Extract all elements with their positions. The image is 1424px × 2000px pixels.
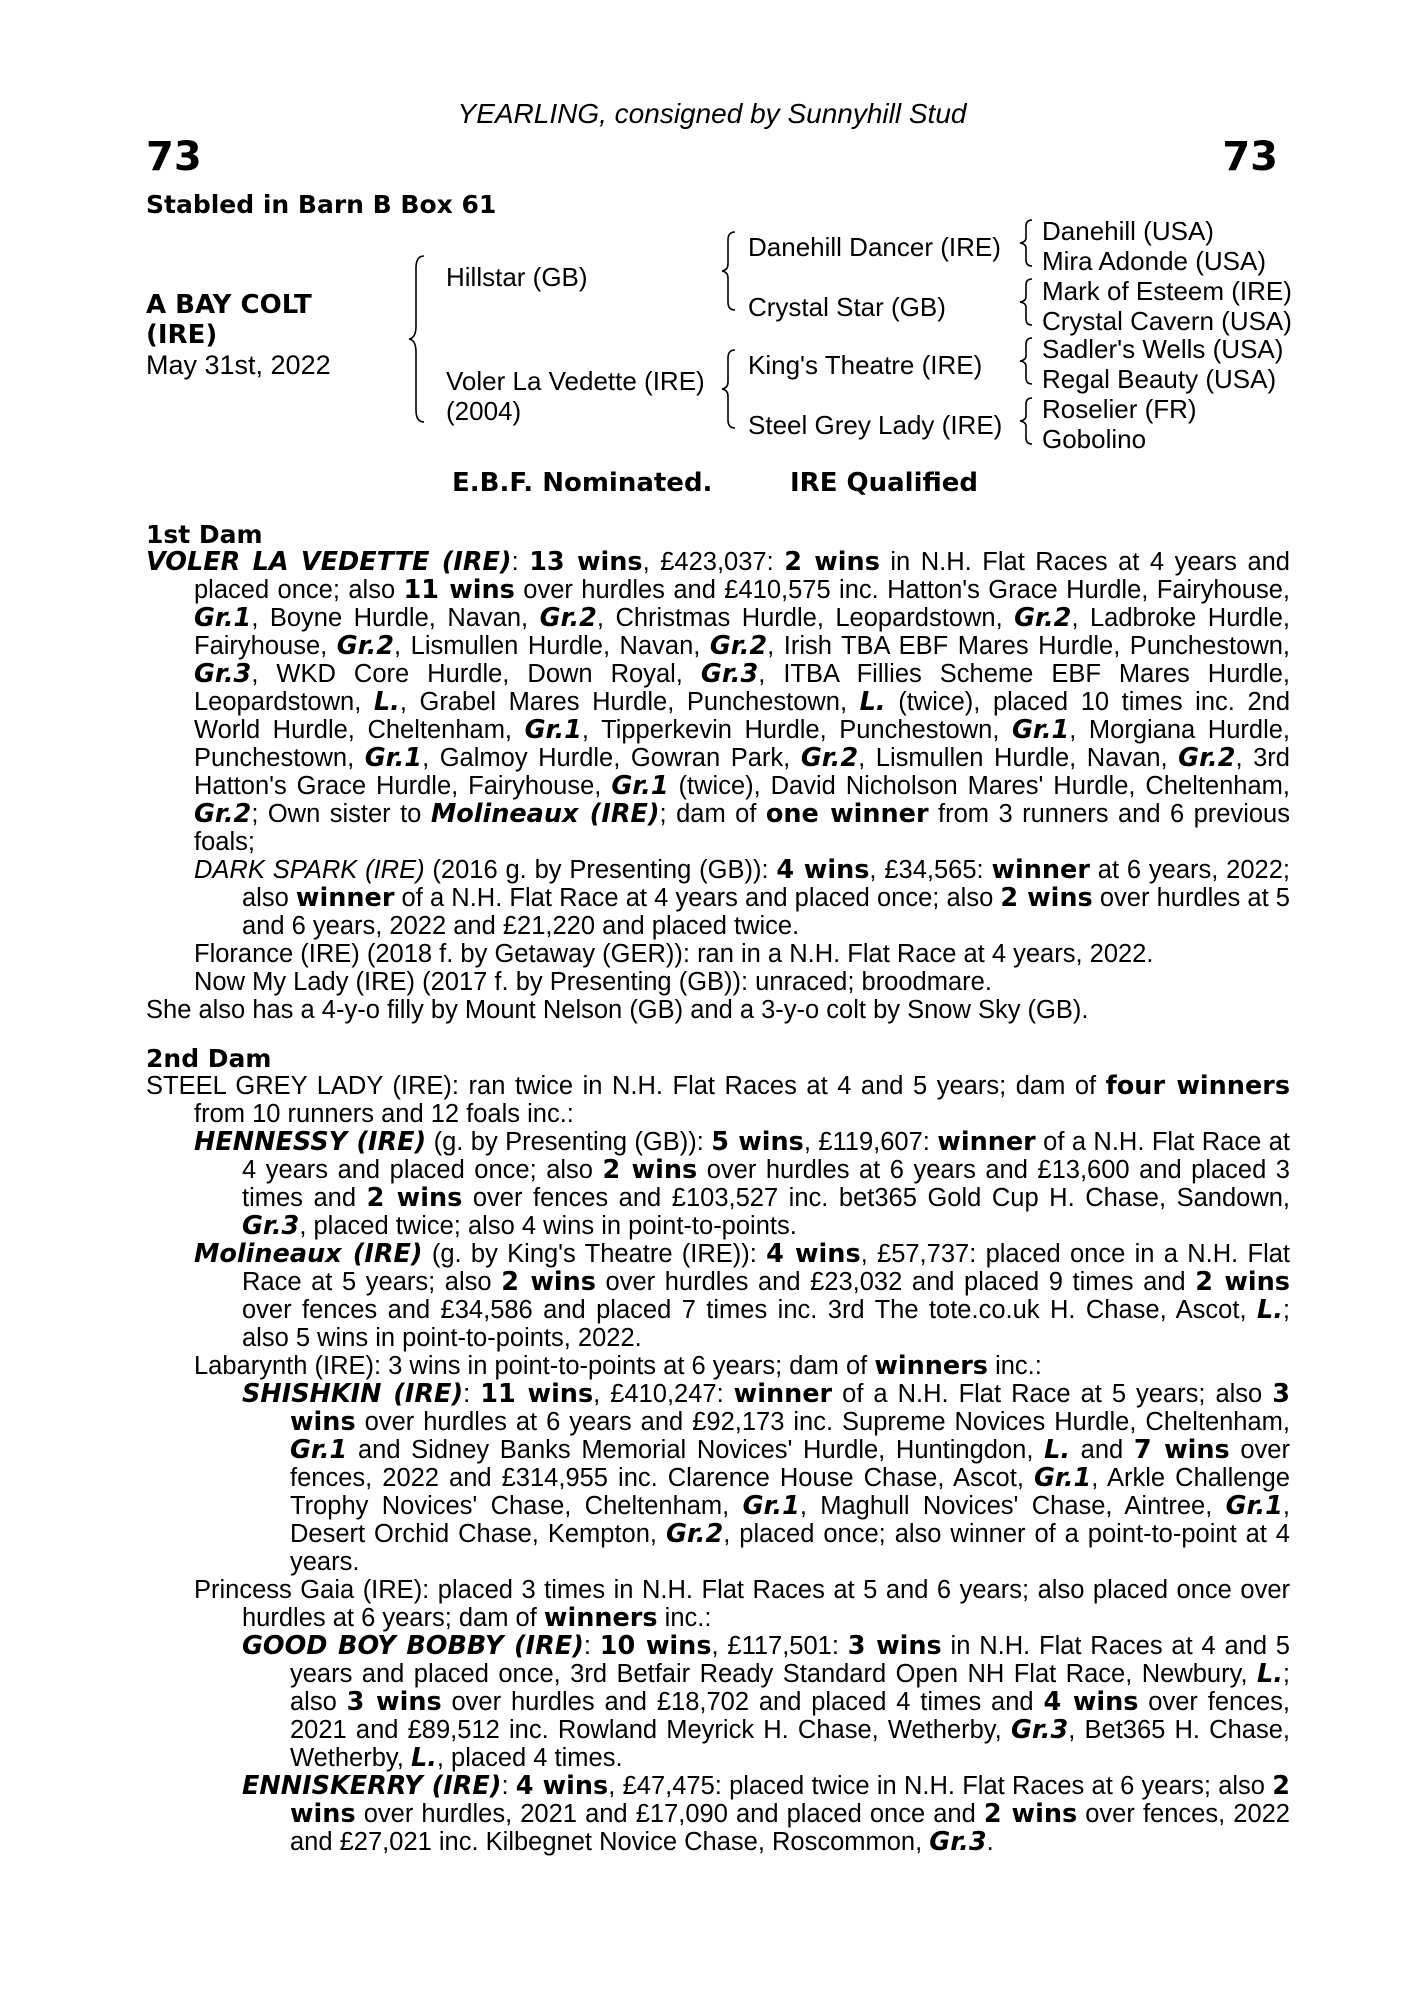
first-dam-foal-1	[146, 856, 1290, 940]
pedigree-g5: Sadler's Wells (USA)	[1042, 334, 1284, 364]
produce-hennessy	[146, 1128, 1290, 1240]
text-run: one winner	[765, 799, 929, 829]
race-grade: Gr.2	[539, 603, 597, 633]
text-run: , £117,501:	[711, 1632, 848, 1660]
text-run: , £410,247:	[593, 1380, 734, 1408]
text-run: over hurdles at 5 and 6 years, 2022 and £21,220 and placed twice.	[242, 884, 1290, 940]
text-run: 3 wins	[290, 1379, 1290, 1437]
pedigree-g8: Gobolino	[1042, 424, 1147, 454]
race-grade: L.	[1256, 1295, 1283, 1325]
race-grade: Gr.1	[611, 771, 669, 801]
race-grade: Gr.2	[194, 799, 252, 829]
race-grade: Gr.1	[194, 603, 252, 633]
text-run: over hurdles and £410,575 inc. Hatton's Grace Hurdle, Fairyhouse,	[514, 576, 1290, 604]
pedigree-dam: Voler La Vedette (IRE)	[446, 366, 705, 396]
text-run: , placed once; also winner of a point-to-point at 4 years.	[290, 1520, 1290, 1576]
text-run: in N.H. Flat Races at 4 years and placed once; also	[194, 548, 1290, 604]
race-grade: L.	[373, 687, 400, 717]
race-grade: Gr.3	[929, 1827, 987, 1857]
text-run: winner	[295, 883, 395, 913]
pedigree-sire-dam: Crystal Star (GB)	[748, 292, 946, 322]
text-run: and Sidney Banks Memorial Novices' Hurdle, Huntingdon,	[347, 1436, 1045, 1464]
text-run: 5 wins	[711, 1127, 804, 1157]
horse-name-line2: (IRE)	[146, 320, 218, 350]
text-run: , WKD Core Hurdle, Down Royal,	[251, 660, 701, 688]
pedigree-brace-sire	[720, 230, 740, 312]
text-run: (twice), David Nicholson Mares' Hurdle, Cheltenham,	[668, 772, 1290, 800]
text-run: , £47,475: placed twice in N.H. Flat Races at 6 years; also	[608, 1772, 1273, 1800]
princess-gaia-record	[194, 1576, 1290, 1632]
shishkin-record	[242, 1380, 1290, 1576]
pedigree-g4: Crystal Cavern (USA)	[1042, 306, 1292, 336]
text-run: 4 wins	[776, 855, 870, 885]
horse-name	[146, 290, 312, 350]
text-run: ; also 5 wins in point-to-points, 2022.	[242, 1296, 1290, 1352]
text-run: 3 wins	[346, 1687, 442, 1717]
text-run: 4 wins	[1043, 1687, 1139, 1717]
text-run: ; dam of	[659, 800, 766, 828]
text-run: , Ladbroke Hurdle, Fairyhouse,	[194, 604, 1290, 660]
text-run: 7 wins	[1133, 1435, 1230, 1465]
text-run: (twice), placed 10 times inc. 2nd World Hurdle, Cheltenham,	[194, 688, 1291, 744]
produce-enniskerry	[146, 1772, 1290, 1856]
pedigree-g7: Roselier (FR)	[1042, 394, 1197, 424]
pedigree-brace-g1	[1018, 218, 1036, 268]
produce-shishkin	[146, 1380, 1290, 1576]
text-run: , £34,565:	[869, 856, 992, 884]
consignment-line: YEARLING, consigned by Sunnyhill Stud	[457, 98, 967, 129]
text-run: , Tipperkevin Hurdle, Punchestown,	[581, 716, 1012, 744]
race-grade: L.	[859, 687, 886, 717]
text-run: Labarynth (IRE): 3 wins in point-to-points at 6 years; dam of	[194, 1352, 875, 1380]
molineaux-record	[194, 1240, 1290, 1352]
text-run: STEEL GREY LADY (IRE): ran twice in N.H. Flat Races at 4 and 5 years; dam of	[146, 1072, 1106, 1100]
text-run: 2 wins	[501, 1267, 596, 1297]
race-grade: Gr.2	[336, 631, 395, 661]
steel-grey-lady-record	[146, 1072, 1290, 1128]
pedigree-dam-year: (2004)	[446, 396, 522, 426]
race-grade: Gr.2	[709, 631, 768, 661]
text-run: winner	[733, 1379, 833, 1409]
text-run: :	[583, 1632, 600, 1660]
horse-name-bold: ENNISKERRY (IRE)	[242, 1771, 502, 1801]
text-run: , Desert Orchid Chase, Kempton,	[290, 1492, 1290, 1548]
produce-princess-gaia	[146, 1576, 1290, 1632]
text-run: winners	[874, 1351, 988, 1381]
produce-good-boy-bobby	[146, 1632, 1290, 1772]
foal-dark-spark	[194, 856, 1290, 940]
text-run: inc.:	[657, 1604, 712, 1632]
text-run: of a N.H. Flat Race at 4 years and placed once; also	[394, 884, 1001, 912]
first-dam-section	[146, 548, 1290, 1024]
horse-name-bold: HENNESSY (IRE)	[194, 1127, 427, 1157]
text-run: 2 wins	[983, 1799, 1078, 1829]
text-run: of a N.H. Flat Race at 5 years; also	[832, 1380, 1273, 1408]
pedigree-brace-g3	[1018, 336, 1036, 386]
text-run: , £423,037:	[642, 548, 785, 576]
horse-name-bold: Molineaux (IRE)	[194, 1239, 423, 1269]
text-run: ; Own sister to	[251, 800, 431, 828]
text-run: , placed 4 times.	[436, 1744, 623, 1772]
pedigree-dam-sire: King's Theatre (IRE)	[748, 350, 983, 380]
first-dam-heading: 1st Dam	[146, 520, 263, 549]
text-run: , Galmoy Hurdle, Gowran Park,	[422, 744, 801, 772]
text-run: 11 wins	[480, 1379, 594, 1409]
text-run: , £119,607:	[803, 1128, 938, 1156]
text-run: over hurdles and £23,032 and placed 9 times and	[595, 1268, 1196, 1296]
labarynth-record	[194, 1352, 1042, 1380]
race-grade: Gr.1	[1011, 715, 1070, 745]
enniskerry-record	[242, 1772, 1290, 1856]
text-run: at 6 years, 2022; also	[242, 856, 1290, 912]
race-grade: Gr.3	[242, 1211, 300, 1241]
produce-labarynth	[146, 1352, 1290, 1380]
first-dam-record	[194, 548, 1290, 856]
race-grade: Gr.3	[194, 659, 252, 689]
text-run: ; also	[290, 1660, 1290, 1716]
race-grade: L.	[410, 1743, 437, 1773]
text-run: over fences, 2022 and £314,955 inc. Clarence House Chase, Ascot,	[290, 1436, 1290, 1492]
text-run: , Lismullen Hurdle, Navan,	[394, 632, 710, 660]
text-run: , 3rd Hatton's Grace Hurdle, Fairyhouse,	[194, 744, 1290, 800]
text-run: , Boyne Hurdle, Navan,	[251, 604, 540, 632]
text-run: of a N.H. Flat Race at 4 years and placed once; also	[242, 1128, 1290, 1184]
text-run: in N.H. Flat Races at 4 and 5 years and placed once, 3rd Betfair Ready Standard Open NH Flat Race, Newbury,	[290, 1632, 1290, 1688]
text-run: 10 wins	[599, 1631, 712, 1661]
race-grade: Gr.3	[700, 659, 759, 689]
race-grade: L.	[1256, 1659, 1283, 1689]
text-run: over fences, 2022 and £27,021 inc. Kilbegnet Novice Chase, Roscommon,	[290, 1800, 1290, 1856]
first-dam-foal-3: Now My Lady (IRE) (2017 f. by Presenting (GB)): unraced; broodmare.	[194, 968, 992, 996]
text-run: .	[986, 1828, 994, 1856]
lot-number-left: 73	[146, 134, 202, 180]
text-run: , Grabel Mares Hurdle, Punchestown,	[399, 688, 860, 716]
horse-dob: May 31st, 2022	[146, 350, 331, 380]
race-grade: Gr.1	[1225, 1491, 1283, 1521]
horse-name-bold: SHISHKIN (IRE)	[242, 1379, 464, 1409]
lot-number-right: 73	[1222, 134, 1278, 180]
text-run: , Irish TBA EBF Mares Hurdle, Punchestown,	[767, 632, 1290, 660]
pedigree-sire: Hillstar (GB)	[446, 262, 588, 292]
text-run: 4 wins	[515, 1771, 609, 1801]
text-run: winner	[937, 1127, 1036, 1157]
text-run: over hurdles at 6 years and £92,173 inc. Supreme Novices Hurdle, Cheltenham,	[355, 1408, 1290, 1436]
text-run: over fences and £103,527 inc. bet365 Gold Cup H. Chase, Sandown,	[462, 1184, 1290, 1212]
text-run: 2 wins	[366, 1183, 463, 1213]
pedigree-brace-dam	[720, 348, 740, 430]
text-run: winners	[543, 1603, 658, 1633]
text-run: 2 wins	[290, 1771, 1291, 1829]
text-run: 2 wins	[1195, 1267, 1290, 1297]
text-run: four winners	[1105, 1071, 1291, 1101]
race-grade: Gr.2	[1178, 743, 1236, 773]
second-dam-section	[146, 1072, 1290, 1856]
pedigree-g3: Mark of Esteem (IRE)	[1042, 276, 1292, 306]
text-run: over hurdles and £18,702 and placed 4 times and	[441, 1688, 1044, 1716]
ebf-nominated-badge: E.B.F. Nominated.	[452, 468, 713, 498]
text-run: , ITBA Fillies Scheme EBF Mares Hurdle, Leopardstown,	[194, 660, 1290, 716]
race-grade: Gr.2	[1014, 603, 1072, 633]
race-grade: Gr.1	[1033, 1463, 1092, 1493]
text-run: , Christmas Hurdle, Leopardstown,	[596, 604, 1015, 632]
text-run: 2 wins	[784, 547, 880, 577]
text-run: :	[501, 1772, 516, 1800]
text-run: , Lismullen Hurdle, Navan,	[858, 744, 1179, 772]
horse-name-bold: GOOD BOY BOBBY (IRE)	[242, 1631, 584, 1661]
text-run: (2016 g. by Presenting (GB)):	[424, 856, 777, 884]
text-run: , placed twice; also 4 wins in point-to-points.	[299, 1212, 797, 1240]
text-run: :	[511, 548, 530, 576]
race-grade: Gr.2	[800, 743, 859, 773]
text-run: from 3 runners and 6 previous foals;	[194, 800, 1290, 856]
pedigree-dam-dam: Steel Grey Lady (IRE)	[748, 410, 1003, 440]
text-run: Princess Gaia (IRE): placed 3 times in N.H. Flat Races at 5 and 6 years; also placed once over hurdles at 6 years; dam of	[194, 1576, 1290, 1632]
first-dam-name: VOLER LA VEDETTE (IRE)	[146, 547, 512, 577]
text-run: 2 wins	[602, 1155, 698, 1185]
pedigree-g1: Danehill (USA)	[1042, 216, 1214, 246]
stabled-location: Stabled in Barn B Box 61	[146, 190, 497, 219]
text-run: over fences and £34,586 and placed 7 times inc. 3rd The tote.co.uk H. Chase, Ascot,	[242, 1296, 1257, 1324]
text-run: over fences, 2021 and £89,512 inc. Rowland Meyrick H. Chase, Wetherby,	[290, 1688, 1290, 1744]
text-run: :	[463, 1380, 481, 1408]
text-run: 3 wins	[847, 1631, 942, 1661]
text-run: from 10 runners and 12 foals inc.:	[194, 1100, 574, 1128]
text-run: , Bet365 H. Chase, Wetherby,	[290, 1716, 1290, 1772]
race-grade: Gr.1	[742, 1491, 800, 1521]
race-grade: Gr.1	[524, 715, 582, 745]
text-run: (g. by King's Theatre (IRE)):	[422, 1240, 767, 1268]
text-run: , Maghull Novices' Chase, Aintree,	[799, 1492, 1226, 1520]
race-grade: L.	[1044, 1435, 1071, 1465]
ire-qualified-badge: IRE Qualified	[790, 468, 979, 498]
text-run: over hurdles at 6 years and £13,600 and placed 3 times and	[242, 1156, 1290, 1212]
second-dam-paragraph	[146, 1072, 1290, 1128]
text-run: 4 wins	[766, 1239, 861, 1269]
text-run: (g. by Presenting (GB)):	[426, 1128, 712, 1156]
text-run: and	[1070, 1436, 1134, 1464]
pedigree-brace-g2	[1018, 277, 1036, 327]
pedigree-g6: Regal Beauty (USA)	[1042, 364, 1277, 394]
race-grade: Gr.1	[290, 1435, 348, 1465]
first-dam-foal-2: Florance (IRE) (2018 f. by Getaway (GER)): ran in a N.H. Flat Race at 4 years, 2022.	[194, 940, 1154, 968]
first-dam-also: She also has a 4-y-o filly by Mount Nelson (GB) and a 3-y-o colt by Snow Sky (GB).	[146, 996, 1089, 1024]
text-run: 13 wins	[529, 547, 643, 577]
text-run: 11 wins	[403, 575, 515, 605]
good-boy-bobby-record	[242, 1632, 1290, 1772]
text-run: winner	[991, 855, 1090, 885]
hennessy-record	[194, 1128, 1290, 1240]
text-run: 2 wins	[1000, 883, 1093, 913]
pedigree-brace-main	[408, 254, 430, 424]
second-dam-heading: 2nd Dam	[146, 1044, 272, 1073]
horse-name-bold: Molineaux (IRE)	[430, 799, 660, 829]
race-grade: Gr.2	[665, 1519, 724, 1549]
text-run: , Morgiana Hurdle, Punchestown,	[194, 716, 1290, 772]
text-run: , Arkle Challenge Trophy Novices' Chase, Cheltenham,	[290, 1464, 1290, 1520]
pedigree-g2: Mira Adonde (USA)	[1042, 246, 1266, 276]
horse-name-line1: A BAY COLT	[146, 290, 312, 320]
first-dam-paragraph	[146, 548, 1290, 856]
race-grade: Gr.1	[364, 743, 423, 773]
text-run: over hurdles, 2021 and £17,090 and placed once and	[355, 1800, 984, 1828]
text-run: , £57,737: placed once in a N.H. Flat Race at 5 years; also	[242, 1240, 1290, 1296]
pedigree-sire-sire: Danehill Dancer (IRE)	[748, 232, 1001, 262]
text-run: inc.:	[987, 1352, 1042, 1380]
text-run: DARK SPARK (IRE)	[194, 856, 425, 884]
pedigree-brace-g4	[1018, 396, 1036, 446]
produce-molineaux	[146, 1240, 1290, 1352]
race-grade: Gr.3	[1010, 1715, 1069, 1745]
